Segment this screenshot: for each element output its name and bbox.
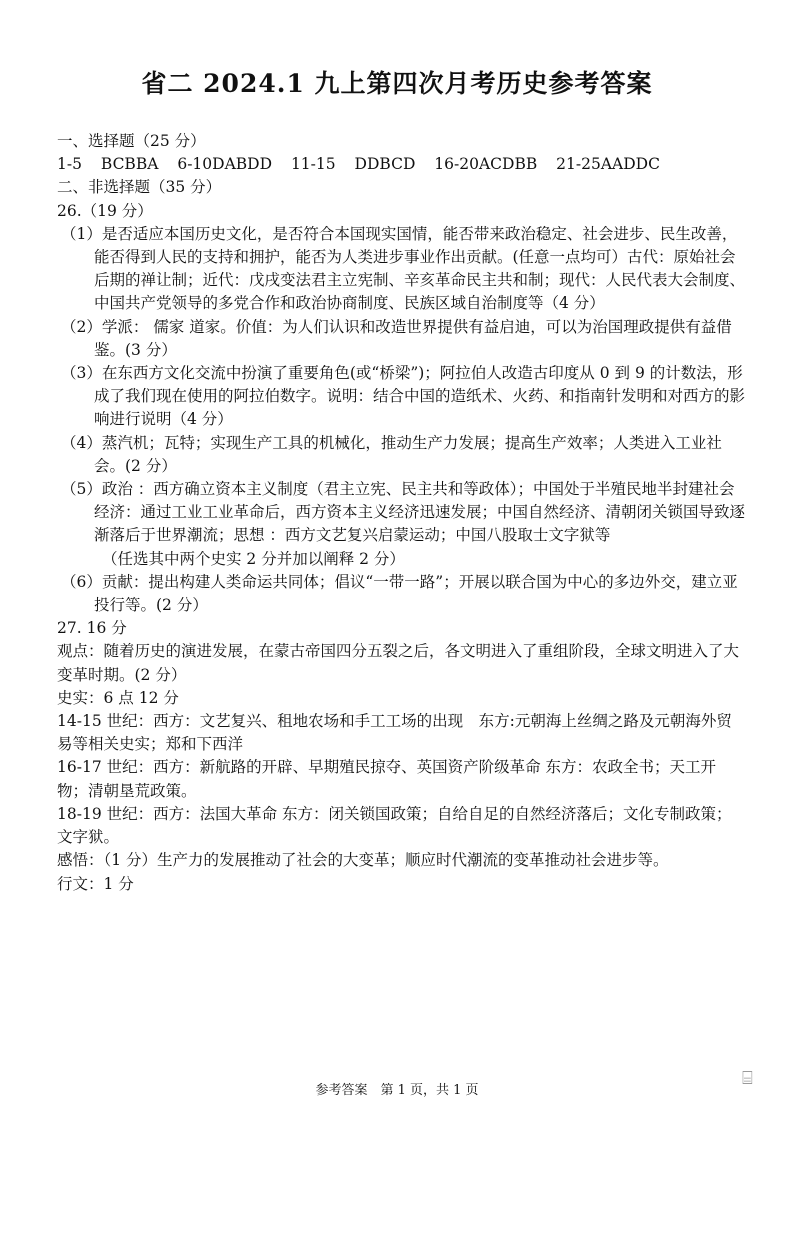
q26-heading: 26.（19 分） bbox=[57, 201, 153, 220]
q27-century-18-19: 18-19 世纪：西方：法国大革命 东方：闭关锁国政策；自给自足的自然经济落后；文化专制政策；文字狱。 bbox=[57, 804, 732, 847]
q27-heading: 27. 16 分 bbox=[57, 619, 127, 638]
q27-reflection: 感悟：（1 分）生产力的发展推动了社会的大变革；顺应时代潮流的变革推动社会进步等。 bbox=[57, 851, 669, 870]
q26-part3: （3）在东西方文化交流中扮演了重要角色(或“桥梁”)；阿拉伯人改造古印度从 0 到 9 的计数法，形成了我们现在使用的阿拉伯数字。说明：结合中国的造纸术、火药、和指南针发明和对西方的影响进行说明（4 分） bbox=[61, 364, 746, 429]
q26-part5-economy: 经济：通过工业工业革命后，西方资本主义经济迅速发展；中国自然经济、清朝闭关锁国导致逐渐落后于世界潮流；思想 ：西方文艺复兴启蒙运动；中国八股取士文字狱等 bbox=[94, 503, 746, 545]
q27-facts-heading: 史实：6 点 12 分 bbox=[57, 688, 179, 707]
q26-part2: （2）学派： 儒家 道家。价值：为人们认识和改造世界提供有益启迪，可以为治国理政提供有益借鉴。(3 分） bbox=[61, 317, 732, 359]
scan-mark-icon: ⌸ bbox=[742, 1068, 753, 1089]
section2-heading: 二、非选择题（35 分） bbox=[57, 178, 222, 197]
answer-content bbox=[57, 130, 747, 896]
q27-century-16-17: 16-17 世纪：西方：新航路的开辟、早期殖民掠夺、英国资产阶级革命 东方：农政全书；天工开物；清朝垦荒政策。 bbox=[57, 758, 717, 800]
q27-century-14-15: 14-15 世纪：西方：文艺复兴、租地农场和手工工场的出现 东方:元朝海上丝绸之路及元朝海外贸易等相关史实；郑和下西洋 bbox=[57, 712, 732, 754]
q26-part6: （6）贡献：提出构建人类命运共同体；倡议“一带一路”；开展以联合国为中心的多边外交，建立亚投行等。(2 分） bbox=[61, 572, 738, 615]
q26-part1: （1）是否适应本国历史文化，是否符合本国现实国情，能否带来政治稳定、社会进步、民生改善，能否得到人民的支持和拥护，能否为人类进步事业作出贡献。(任意一点均可）古代：原始社会后期的禅让制；近代：戊戌变法君主立宪制、辛亥革命民主共和制；现代：人民代表大会制度、中国共产党领导的多党合作和政治协商制度、民族区域自治制度等（4 分） bbox=[61, 224, 746, 313]
q27-viewpoint: 观点：随着历史的演进发展，在蒙古帝国四分五裂之后，各文明进入了重组阶段，全球文明进入了大变革时期。(2 分） bbox=[57, 642, 740, 684]
page-footer: 参考答案 第 1 页，共 1 页 bbox=[315, 1083, 479, 1098]
section1-heading: 一、选择题（25 分） bbox=[57, 132, 206, 150]
q26-part5-note: （任选其中两个史实 2 分并加以阐释 2 分） bbox=[102, 549, 405, 568]
q27-writing: 行文：1 分 bbox=[57, 874, 134, 893]
q26-part5-politics: （5）政治 ：西方确立资本主义制度（君主立宪、民主共和等政体）；中国处于半殖民地半封建社会 bbox=[61, 480, 735, 499]
page-title: 省二 2024.1 九上第四次月考历史参考答案 bbox=[141, 69, 653, 98]
q26-part4: （4）蒸汽机；瓦特；实现生产工具的机械化，推动生产力发展；提高生产效率；人类进入工业社会。(2 分） bbox=[61, 433, 722, 475]
mcq-answers: 1-5 BCBBA 6-10DABDD 11-15 DDBCD 16-20ACDBB 21-25AADDC bbox=[57, 155, 660, 174]
